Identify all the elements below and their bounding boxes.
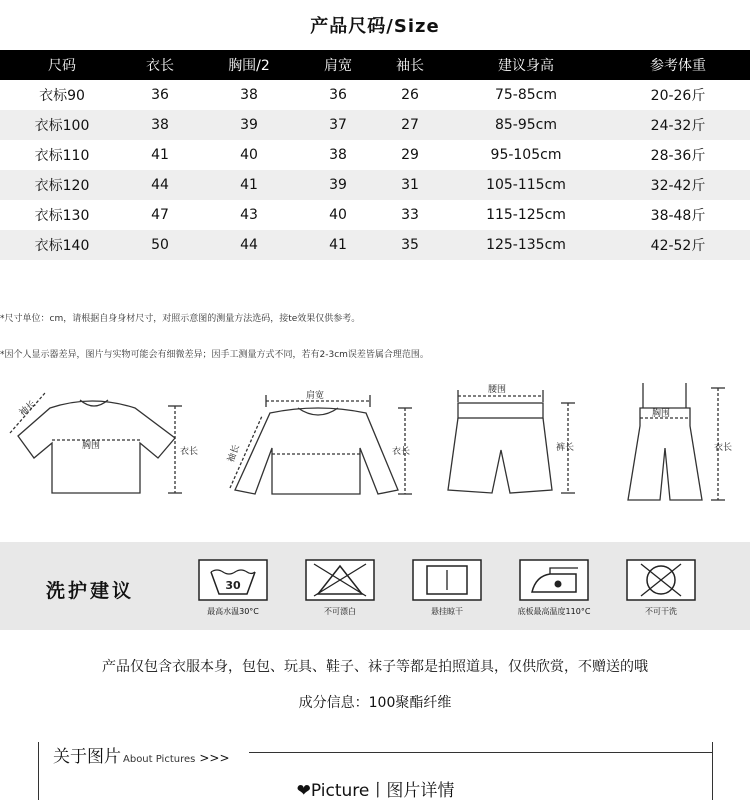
- size-table: [0, 50, 750, 260]
- table-cell: 47: [151, 207, 169, 223]
- sweater-length-label: 衣长: [392, 447, 411, 457]
- measurement-diagrams: [0, 378, 750, 508]
- table-cell: 28-36斤: [650, 148, 706, 164]
- table-cell: 44: [196, 230, 302, 260]
- table-row: [0, 230, 750, 260]
- care-label-bleach: 不可漂白: [324, 607, 356, 616]
- table-cell: 42-52斤: [606, 230, 750, 260]
- table-cell: 85-95cm: [446, 110, 606, 140]
- sweater-diagram: [230, 395, 412, 494]
- table-cell: 95-105cm: [490, 147, 562, 163]
- table-cell: 衣标90: [39, 88, 85, 104]
- table-cell: 31: [374, 170, 446, 200]
- header-size: 尺码: [0, 50, 124, 80]
- wash-30-icon: [197, 558, 269, 602]
- table-cell: 38: [124, 110, 196, 140]
- table-cell: 39: [196, 110, 302, 140]
- table-cell: 125-135cm: [446, 230, 606, 260]
- table-cell: 衣标120: [0, 170, 124, 200]
- header-chest: 胸围/2: [196, 50, 302, 80]
- table-cell: 40: [240, 147, 258, 163]
- tshirt-sleeve-label: 袖长: [17, 399, 38, 419]
- shorts-diagram: [448, 390, 575, 493]
- care-label-dryclean: 不可干洗: [645, 607, 677, 616]
- table-cell: 38: [240, 87, 258, 103]
- about-title-cn: 关于图片: [53, 747, 121, 767]
- table-cell: 41: [196, 170, 302, 200]
- care-title: 洗护建议: [46, 580, 135, 602]
- header-shoulder: 肩宽: [302, 50, 374, 80]
- hang-dry-icon: [411, 558, 483, 602]
- table-cell: 43: [240, 207, 258, 223]
- table-cell: 20-26斤: [650, 88, 706, 104]
- table-cell: 32-42斤: [606, 170, 750, 200]
- about-pictures-box: [38, 742, 713, 800]
- table-cell: 35: [374, 230, 446, 260]
- header-height: 建议身高: [446, 50, 606, 80]
- about-divider: [249, 752, 712, 753]
- table-cell: 44: [124, 170, 196, 200]
- table-row: [0, 140, 750, 170]
- table-cell: 衣标110: [34, 148, 90, 164]
- table-cell: 衣标130: [34, 208, 90, 224]
- about-heading: [53, 742, 234, 767]
- care-section: [0, 542, 750, 630]
- shorts-length-label: 裤长: [556, 443, 575, 453]
- care-label-dry: 悬挂晾干: [431, 607, 463, 616]
- care-label-wash: 最高水温30°C: [207, 607, 259, 616]
- header-sleeve: 袖长: [374, 50, 446, 80]
- table-cell: 衣标140: [0, 230, 124, 260]
- note-difference: *因个人显示器差异，图片与实物可能会有细微差异；因手工测量方式不同，若有2-3cm误差皆属合理范围。: [0, 350, 429, 360]
- overalls-length-label: 衣长: [714, 443, 733, 453]
- table-cell: 40: [329, 207, 347, 223]
- table-cell: 41: [302, 230, 374, 260]
- table-cell: 24-32斤: [606, 110, 750, 140]
- shorts-waist-label: 腰围: [488, 385, 507, 395]
- care-item-dry: [392, 558, 502, 617]
- tshirt-length-label: 衣长: [180, 447, 199, 457]
- table-row: [0, 170, 750, 200]
- care-item-iron: [499, 558, 609, 617]
- table-cell: 105-115cm: [446, 170, 606, 200]
- size-table-header: [0, 50, 750, 80]
- table-cell: 29: [401, 147, 419, 163]
- table-cell: 26: [401, 87, 419, 103]
- page-title: 产品尺码/Size: [310, 16, 440, 37]
- tshirt-chest-label: 胸围: [82, 441, 101, 451]
- table-row: [0, 200, 750, 230]
- table-cell: 38-48斤: [650, 208, 706, 224]
- note-unit: *尺寸单位：cm，请根据自身身材尺寸，对照示意图的测量方法选码，接te效果仅供参考。: [0, 314, 361, 324]
- picture-detail-title: ❤Picture丨图片详情: [296, 781, 455, 801]
- sweater-shoulder-label: 肩宽: [306, 391, 325, 401]
- about-title-en: About Pictures: [123, 754, 196, 765]
- table-cell: 27: [374, 110, 446, 140]
- table-cell: 37: [302, 110, 374, 140]
- wash-temp: 30: [225, 579, 241, 592]
- table-cell: 38: [329, 147, 347, 163]
- header-weight: 参考体重: [606, 50, 750, 80]
- care-item-dryclean: [606, 558, 716, 617]
- composition-text: 成分信息：100聚酯纤维: [298, 695, 452, 711]
- table-cell: 75-85cm: [494, 87, 557, 103]
- disclaimer-text: 产品仅包含衣服本身，包包、玩具、鞋子、袜子等都是拍照道具，仅供欣赏，不赠送的哦: [102, 659, 648, 675]
- table-row: [0, 80, 750, 110]
- table-cell: 33: [401, 207, 419, 223]
- header-length: 衣长: [124, 50, 196, 80]
- table-cell: 41: [151, 147, 169, 163]
- overalls-chest-label: 胸围: [652, 409, 671, 419]
- table-row: [0, 110, 750, 140]
- no-dry-clean-icon: [625, 558, 697, 602]
- table-cell: 衣标100: [0, 110, 124, 140]
- table-cell: 39: [302, 170, 374, 200]
- table-cell: 50: [124, 230, 196, 260]
- no-bleach-icon: [304, 558, 376, 602]
- iron-icon: [518, 558, 590, 602]
- table-cell: 36: [329, 87, 347, 103]
- care-item-bleach: [285, 558, 395, 617]
- sweater-sleeve-label: 袖长: [226, 443, 243, 464]
- table-cell: 36: [151, 87, 169, 103]
- care-item-wash: [178, 558, 288, 617]
- about-arrows: >>>: [199, 751, 230, 765]
- table-cell: 115-125cm: [486, 207, 566, 223]
- overalls-diagram: [628, 383, 725, 500]
- care-label-iron: 底板最高温度110°C: [517, 607, 591, 616]
